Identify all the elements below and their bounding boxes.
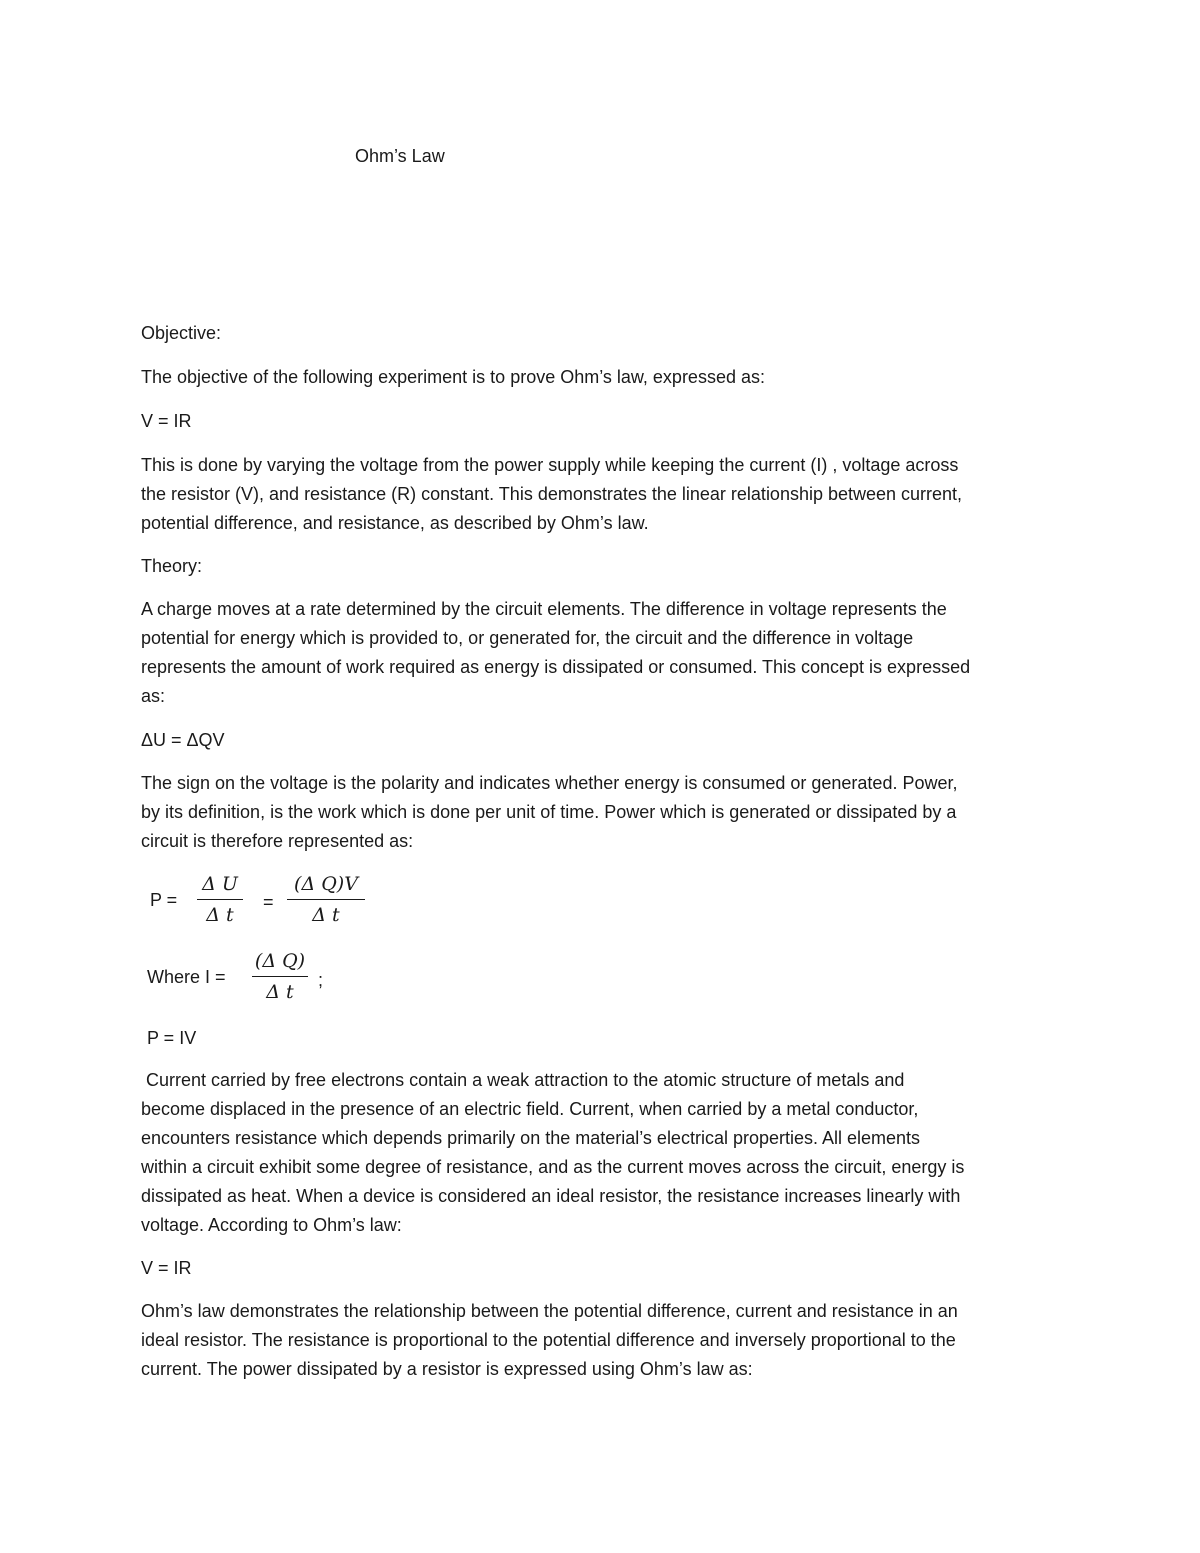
theory-paragraph-1 bbox=[141, 595, 1061, 711]
fraction-bar bbox=[197, 899, 243, 900]
theory-paragraph-3 bbox=[141, 1066, 1061, 1240]
fraction-denominator: Δ t bbox=[266, 981, 294, 1003]
paragraph-line: current. The power dissipated by a resistor is expressed using Ohm’s law as: bbox=[141, 1359, 753, 1379]
objective-heading: Objective: bbox=[141, 323, 222, 343]
document-title: Ohm’s Law bbox=[355, 146, 445, 166]
paragraph-line: Ohm’s law demonstrates the relationship between the potential difference, current and resistance in an bbox=[141, 1301, 958, 1321]
paragraph-line: within a circuit exhibit some degree of resistance, and as the current moves across the circuit, energy is bbox=[141, 1157, 965, 1177]
fraction-numerator: (Δ Q) bbox=[254, 950, 306, 972]
paragraph-line: encounters resistance which depends primarily on the material’s electrical properties. All elements bbox=[141, 1128, 921, 1148]
power-fraction-2 bbox=[287, 872, 365, 927]
current-eq-lhs: Where I = bbox=[147, 967, 226, 987]
paragraph-line: potential for energy which is provided to, or generated for, the circuit and the difference in voltage bbox=[141, 628, 914, 648]
current-eq-semicolon: ; bbox=[318, 970, 324, 990]
fraction-bar bbox=[252, 976, 308, 977]
objective-paragraph bbox=[141, 451, 1061, 538]
paragraph-line: by its definition, is the work which is done per unit of time. Power which is generated or dissipated by a bbox=[141, 802, 957, 822]
paragraph-line: represents the amount of work required as energy is dissipated or consumed. This concept is expressed bbox=[141, 657, 971, 677]
paragraph-line: The sign on the voltage is the polarity and indicates whether energy is consumed or generated. Power, bbox=[141, 773, 958, 793]
fraction-numerator: (Δ Q)V bbox=[294, 873, 358, 895]
objective-intro: The objective of the following experiment is to prove Ohm’s law, expressed as: bbox=[141, 367, 765, 387]
paragraph-line: become displaced in the presence of an electric field. Current, when carried by a metal conductor, bbox=[141, 1099, 919, 1119]
theory-heading: Theory: bbox=[141, 556, 203, 576]
power-simple-equation: P = IV bbox=[147, 1028, 197, 1048]
fraction-denominator: Δ t bbox=[312, 904, 340, 926]
ohms-law-equation-2: V = IR bbox=[141, 1258, 192, 1278]
theory-paragraph-4 bbox=[141, 1297, 1061, 1384]
power-eq-lhs: P = bbox=[150, 890, 178, 910]
paragraph-line: This is done by varying the voltage from the power supply while keeping the current (I) , voltage across bbox=[141, 455, 959, 475]
energy-equation: ΔU = ΔQV bbox=[141, 730, 225, 750]
fraction-bar bbox=[287, 899, 365, 900]
paragraph-line: as: bbox=[141, 686, 166, 706]
paragraph-line: circuit is therefore represented as: bbox=[141, 831, 414, 851]
paragraph-line: the resistor (V), and resistance (R) constant. This demonstrates the linear relationship between current, bbox=[141, 484, 963, 504]
theory-paragraph-2 bbox=[141, 769, 1061, 856]
paragraph-line: voltage. According to Ohm’s law: bbox=[141, 1215, 402, 1235]
fraction-numerator: Δ U bbox=[202, 873, 238, 895]
current-fraction bbox=[252, 949, 308, 1004]
ohms-law-equation: V = IR bbox=[141, 411, 192, 431]
power-eq-equals: = bbox=[263, 892, 274, 912]
paragraph-line: Current carried by free electrons contain a weak attraction to the atomic structure of metals and bbox=[141, 1070, 905, 1090]
power-fraction-1 bbox=[197, 872, 243, 927]
paragraph-line: ideal resistor. The resistance is proportional to the potential difference and inversely proportional to the bbox=[141, 1330, 956, 1350]
paragraph-line: dissipated as heat. When a device is considered an ideal resistor, the resistance increases linearly with bbox=[141, 1186, 961, 1206]
paragraph-line: potential difference, and resistance, as described by Ohm’s law. bbox=[141, 513, 649, 533]
paragraph-line: A charge moves at a rate determined by the circuit elements. The difference in voltage represents the bbox=[141, 599, 947, 619]
fraction-denominator: Δ t bbox=[206, 904, 234, 926]
